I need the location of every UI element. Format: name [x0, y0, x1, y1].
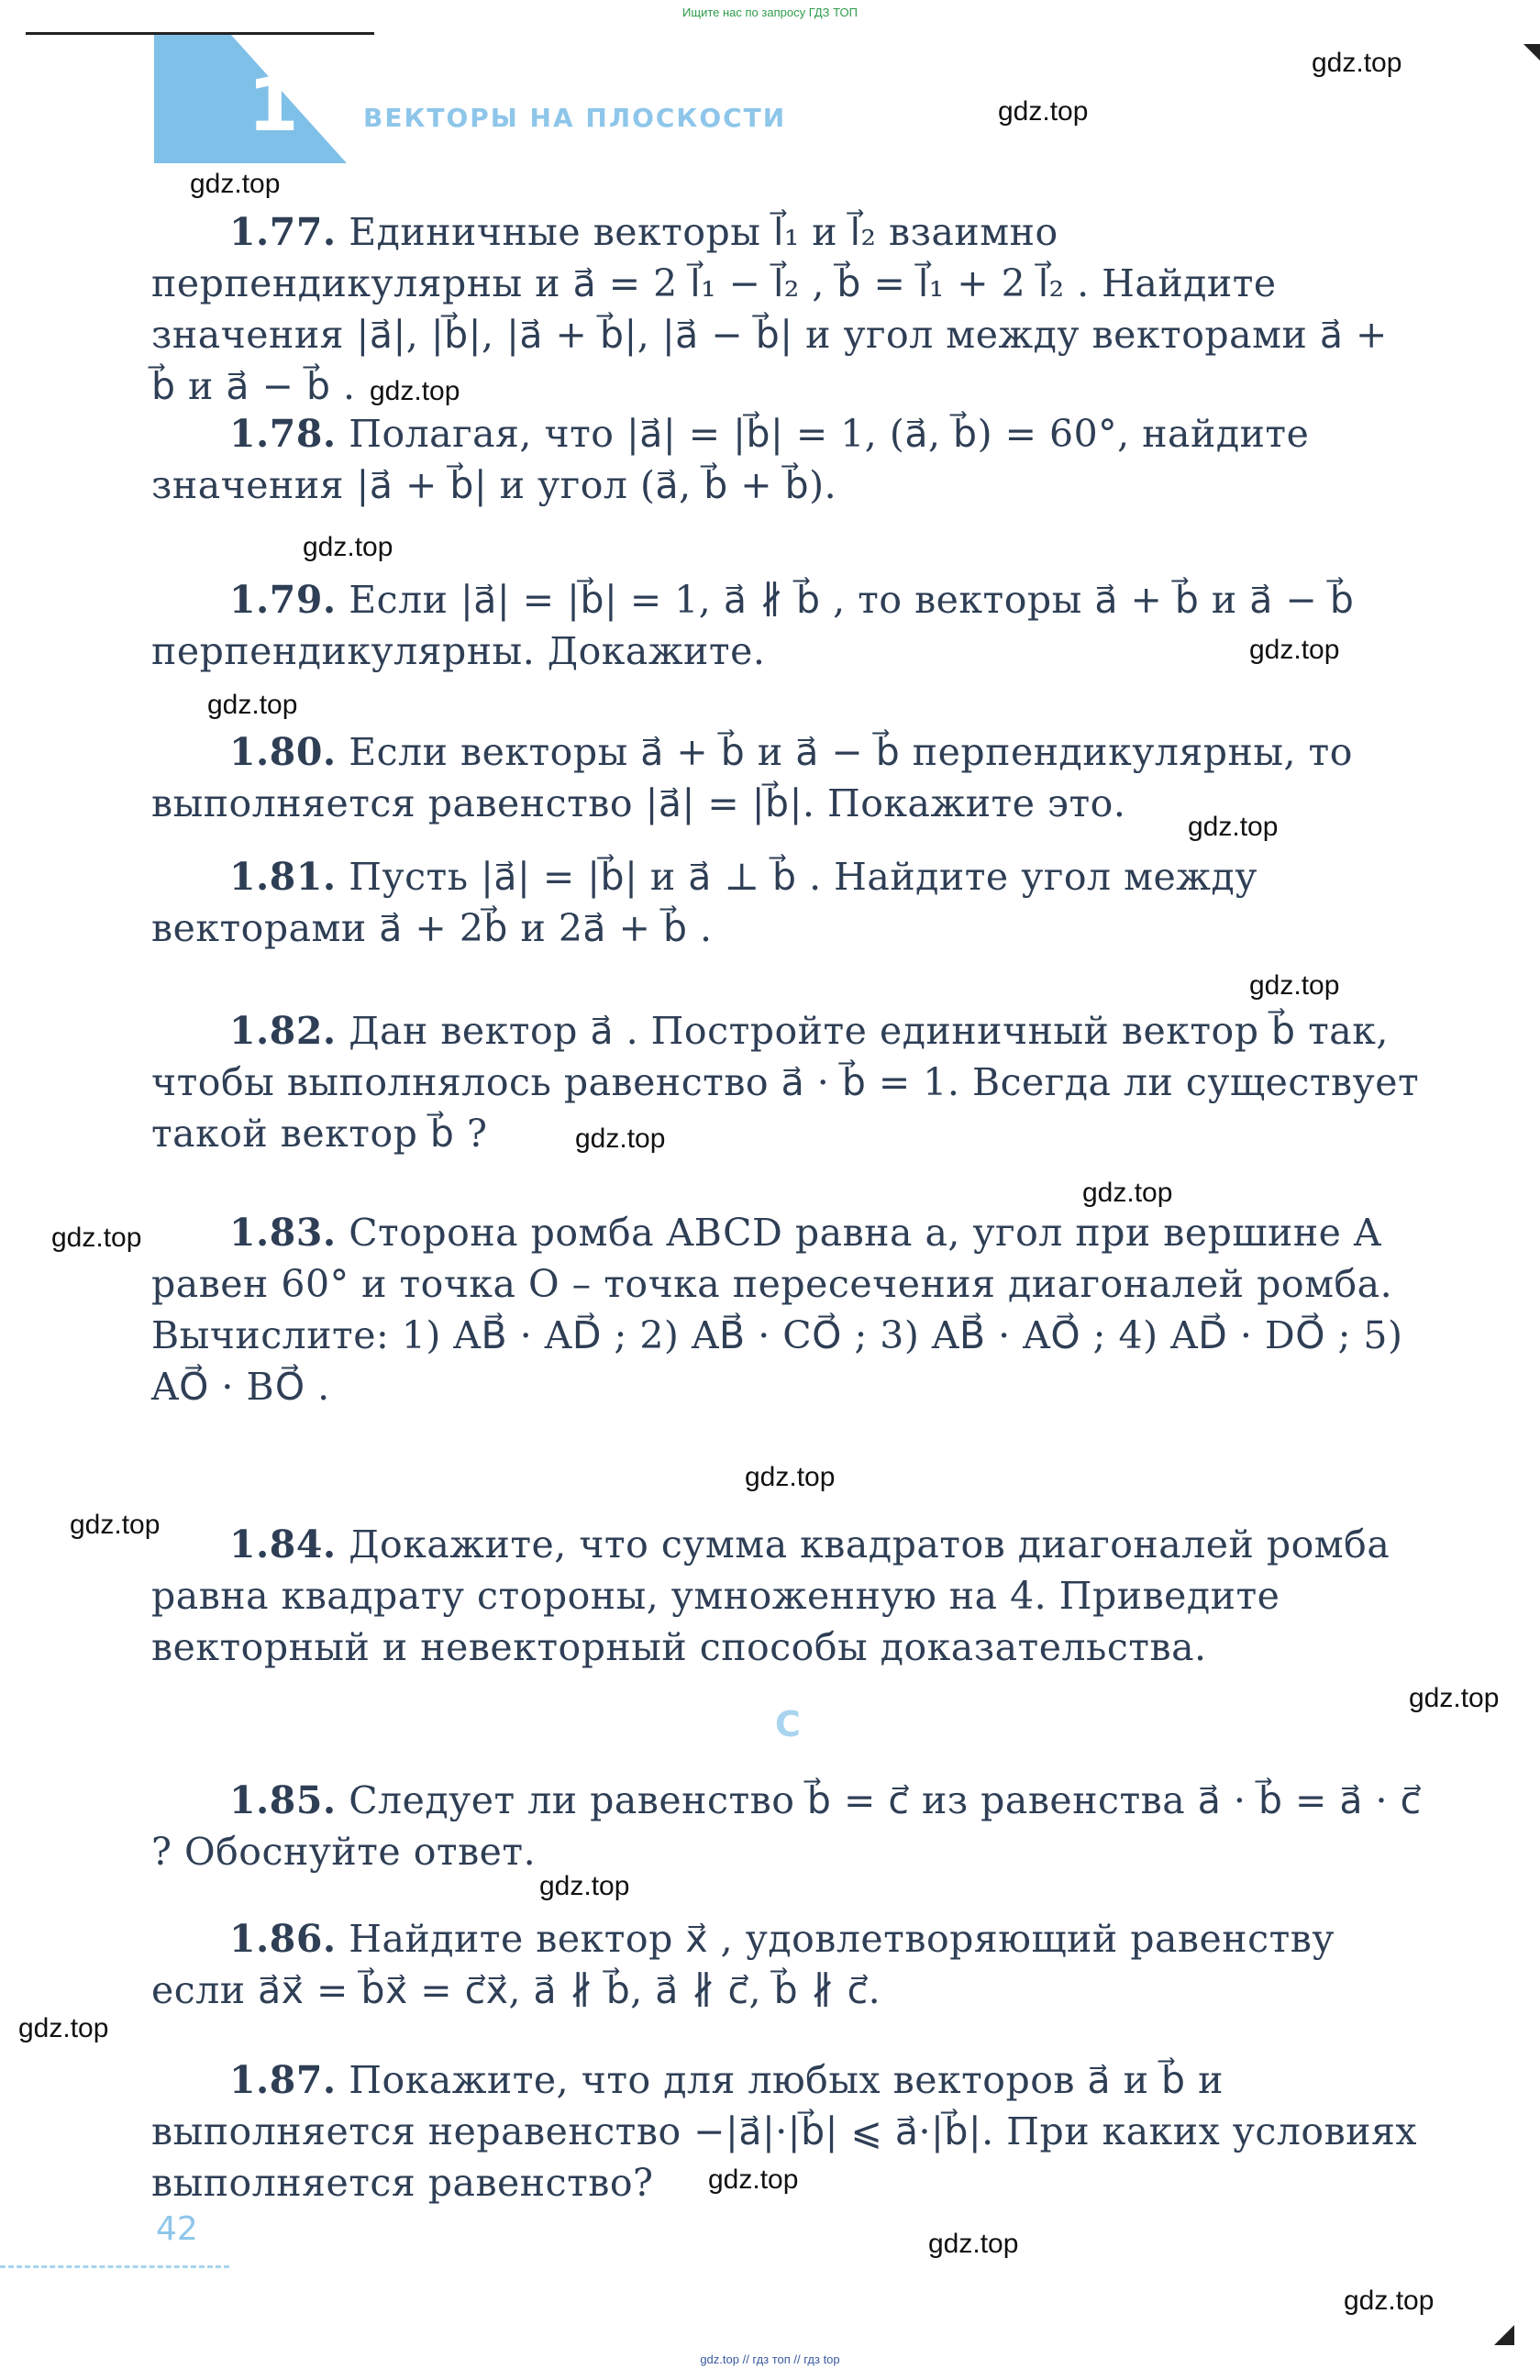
corner-mark [1494, 2325, 1514, 2345]
watermark: gdz.top [928, 2229, 1019, 2259]
problem-1-86: 1.86. Найдите вектор x⃗ , удовлетворяющий равенству если a⃗x⃗ = b⃗x⃗ = c⃗x⃗, a⃗ ∦ b⃗, a⃗ ∦ c⃗, b⃗ ∦ c⃗. [151, 1917, 1335, 2012]
watermark: gdz.top [1312, 48, 1402, 78]
problem-1-83: 1.83. Сторона ромба ABCD равна a, угол при вершине A равен 60° и точка O – точка пересечения диагоналей ромба. Вычислите: 1) AB⃗ · AD⃗ ; 2) AB⃗ · CO⃗ ; 3) AB⃗ · AO⃗ ; 4) AD⃗ · DO⃗ ; 5) AO⃗ · BO⃗ . [151, 1211, 1403, 1409]
watermark: gdz.top [370, 376, 460, 406]
watermark: gdz.top [1082, 1178, 1173, 1208]
chapter-number: 1 [248, 62, 299, 148]
section-label: С [775, 1704, 801, 1744]
watermark: gdz.top [998, 96, 1089, 127]
problem-1-85: 1.85. Следует ли равенство b⃗ = c⃗ из равенства a⃗ · b⃗ = a⃗ · c⃗ ? Обоснуйте ответ. [151, 1778, 1422, 1874]
problem-1-79: 1.79. Если |a⃗| = |b⃗| = 1, a⃗ ∦ b⃗ , то векторы a⃗ + b⃗ и a⃗ − b⃗ перпендикулярны. Докажите. [151, 578, 1355, 673]
page-number: 42 [156, 2210, 198, 2248]
watermark: gdz.top [70, 1510, 161, 1540]
watermark: gdz.top [575, 1124, 666, 1154]
watermark: gdz.top [18, 2013, 109, 2043]
corner-mark [1523, 44, 1540, 61]
watermark: gdz.top [1409, 1683, 1500, 1713]
watermark: gdz.top [1249, 635, 1340, 665]
watermark: gdz.top [1249, 970, 1340, 1001]
watermark: gdz.top [51, 1223, 142, 1253]
problem-1-80: 1.80. Если векторы a⃗ + b⃗ и a⃗ − b⃗ перпендикулярны, то выполняется равенство |a⃗| = |b⃗|. Покажите это. [151, 730, 1353, 825]
watermark: gdz.top [1344, 2286, 1435, 2316]
problem-1-81: 1.81. Пусть |a⃗| = |b⃗| и a⃗ ⊥ b⃗ . Найдите угол между векторами a⃗ + 2b⃗ и 2a⃗ + b⃗ . [151, 855, 1257, 950]
top-rule [26, 32, 374, 35]
chapter-title: ВЕКТОРЫ НА ПЛОСКОСТИ [363, 103, 787, 133]
watermark: gdz.top [539, 1871, 630, 1901]
watermark: gdz.top [303, 532, 393, 562]
problem-1-82: 1.82. Дан вектор a⃗ . Постройте единичный вектор b⃗ так, чтобы выполнялось равенство a⃗ · b⃗ = 1. Всегда ли существует такой вектор b⃗ ? [151, 1009, 1420, 1156]
problem-1-78: 1.78. Полагая, что |a⃗| = |b⃗| = 1, (a⃗, b⃗) = 60°, найдите значения |a⃗ + b⃗| и угол (a⃗, b⃗ + b⃗). [151, 412, 1310, 507]
watermark: gdz.top [745, 1462, 836, 1492]
watermark: gdz.top [190, 169, 281, 199]
watermark: gdz.top [1188, 812, 1279, 842]
problem-1-87: 1.87. Покажите, что для любых векторов a⃗ и b⃗ и выполняется неравенство −|a⃗|·|b⃗| ⩽ a⃗·|b⃗|. При каких условиях выполняется равенство? [151, 2058, 1417, 2205]
page-rule [0, 2265, 229, 2268]
watermark: gdz.top [708, 2164, 799, 2195]
top-note: Ищите нас по запросу ГДЗ ТОП [682, 6, 858, 19]
bottom-note: gdz.top // гдз топ // гдз top [700, 2352, 840, 2366]
problem-1-77: 1.77. Единичные векторы l⃗₁ и l⃗₂ взаимно перпендикулярны и a⃗ = 2 l⃗₁ − l⃗₂ , b⃗ = l⃗₁ + 2 l⃗₂ . Найдите значения |a⃗|, |b⃗|, |a⃗ + b⃗|, |a⃗ − b⃗| и угол между векторами a⃗ + b⃗ и a⃗ − b⃗ . [151, 210, 1388, 408]
watermark: gdz.top [207, 690, 298, 720]
problem-1-84: 1.84. Докажите, что сумма квадратов диагоналей ромба равна квадрату стороны, умноженную на 4. Приведите векторный и невекторный способы доказательства. [151, 1522, 1390, 1669]
